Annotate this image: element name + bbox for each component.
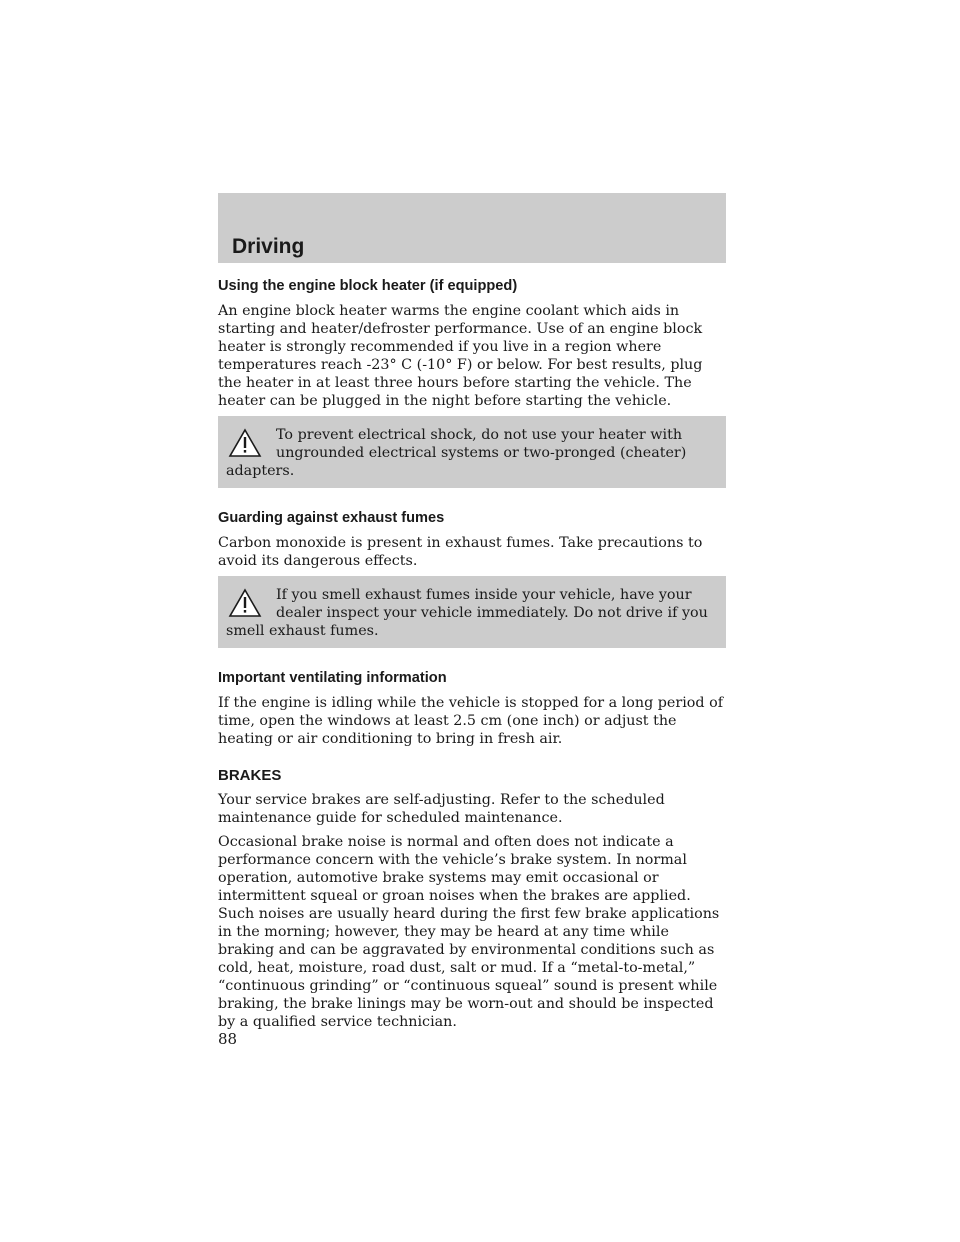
heading-brakes: BRAKES: [218, 767, 282, 784]
warning-text-electrical-shock: To prevent electrical shock, do not use your heater with ungrounded electrical systems or two-pronged (cheater) adapters.: [226, 427, 687, 479]
paragraph-brakes-self-adjusting: Your service brakes are self-adjusting. Refer to the scheduled maintenance guide for scheduled maintenance.: [218, 792, 665, 826]
warning-box-exhaust-fumes: [218, 576, 726, 648]
warning-triangle-icon: [228, 428, 262, 458]
heading-block-heater: Using the engine block heater (if equipped): [218, 278, 518, 294]
paragraph-ventilating: If the engine is idling while the vehicle is stopped for a long period of time, open the windows at least 2.5 cm (one inch) or adjust the heating or air conditioning to bring in fresh air.: [218, 695, 723, 747]
paragraph-block-heater: An engine block heater warms the engine coolant which aids in starting and heater/defroster performance. Use of an engine block heater is strongly recommended if you live in a region where temperatures reach -23° C (-10° F) or below. For best results, plug the heater in at least three hours before starting the vehicle. The heater can be plugged in the night before starting the vehicle.: [218, 303, 703, 409]
page-content: [218, 276, 726, 1037]
page-number: 88: [218, 1030, 238, 1048]
paragraph-exhaust-fumes: Carbon monoxide is present in exhaust fumes. Take precautions to avoid its dangerous effects.: [218, 535, 703, 569]
section-title: Driving: [232, 235, 305, 258]
heading-exhaust-fumes: Guarding against exhaust fumes: [218, 510, 445, 526]
warning-triangle-icon: [228, 588, 262, 618]
paragraph-brake-noise: Occasional brake noise is normal and often does not indicate a performance concern with the vehicle’s brake system. In normal operation, automotive brake systems may emit occasional or intermittent squeal or groan noises when the brakes are applied. Such noises are usually heard during the first few brake applications in the morning; however, they may be heard at any time while braking and can be aggravated by environmental conditions such as cold, heat, moisture, road dust, salt or mud. If a “metal-to-metal,” “continuous grinding” or “continuous squeal” sound is present while braking, the brake linings may be worn-out and should be inspected by a qualified service technician.: [218, 834, 720, 1030]
warning-box-electrical-shock: [218, 416, 726, 488]
warning-text-exhaust-fumes: If you smell exhaust fumes inside your vehicle, have your dealer inspect your vehicle immediately. Do not drive if you smell exhaust fumes.: [226, 587, 708, 639]
section-header-band: [218, 193, 726, 263]
heading-ventilating: Important ventilating information: [218, 670, 447, 686]
